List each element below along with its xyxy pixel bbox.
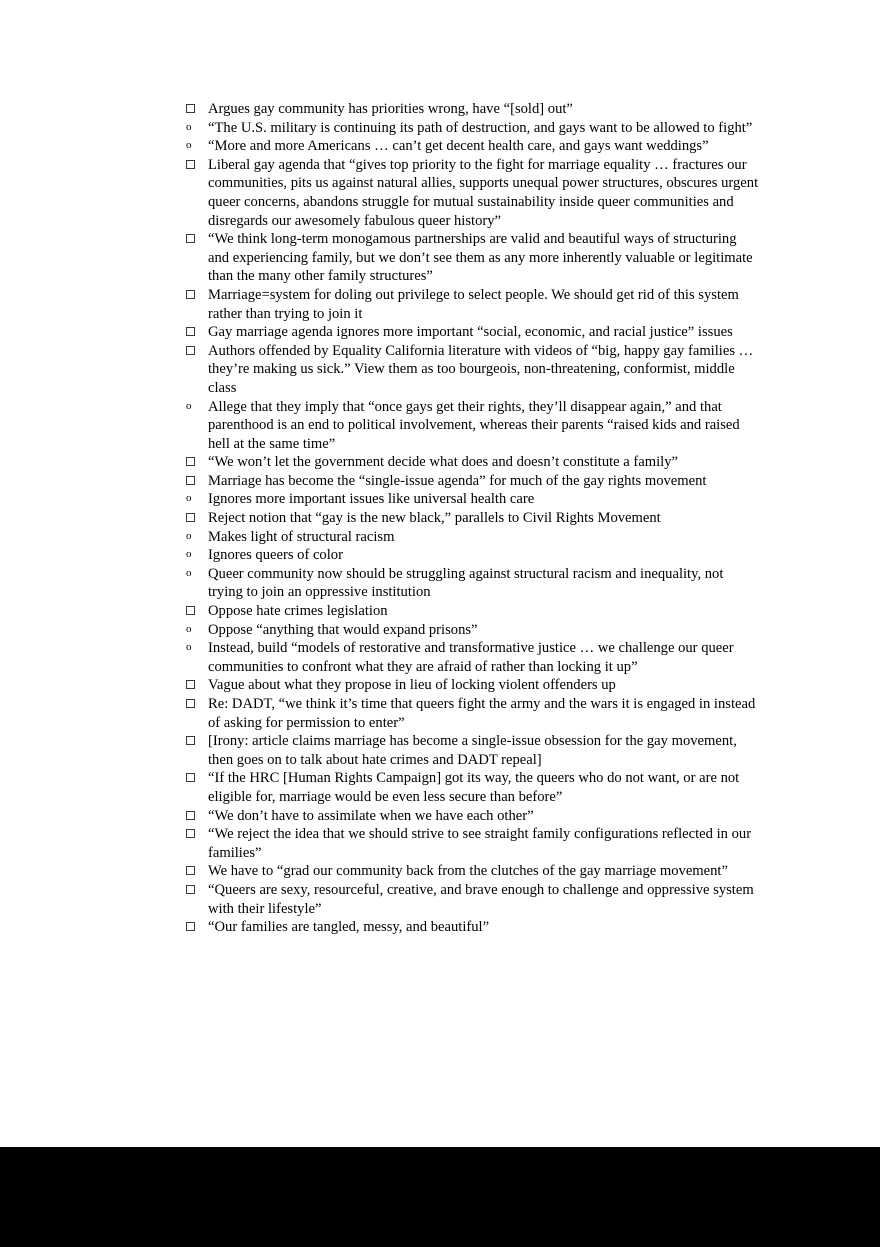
bullet-item — [180, 528, 760, 547]
bullet-item — [180, 286, 760, 323]
bullet-item — [180, 769, 760, 806]
bullet-text: Marriage has become the “single-issue agenda” for much of the gay rights movement — [208, 472, 707, 489]
circle-bullet-icon: o — [186, 529, 192, 542]
square-bullet-shape — [186, 885, 195, 894]
square-bullet-icon — [186, 472, 195, 490]
bullet-item — [180, 695, 760, 732]
bullet-item — [180, 472, 760, 491]
outline-content — [180, 100, 760, 937]
square-bullet-icon — [186, 676, 195, 694]
square-bullet-icon — [186, 286, 195, 304]
square-bullet-shape — [186, 476, 195, 485]
bullet-item — [180, 546, 760, 565]
bullet-text: “More and more Americans … can’t get decent health care, and gays want weddings” — [208, 138, 709, 155]
bullet-text: “Our families are tangled, messy, and beautiful” — [208, 919, 490, 936]
bullet-item — [180, 565, 760, 602]
square-bullet-shape — [186, 866, 195, 875]
bullet-text: Marriage=system for doling out privilege to select people. We should get rid of this system rather than trying to join it — [208, 286, 739, 322]
square-bullet-shape — [186, 290, 195, 299]
square-bullet-icon — [186, 453, 195, 471]
circle-bullet-icon: o — [186, 622, 192, 635]
circle-bullet-icon: o — [186, 641, 192, 654]
square-bullet-shape — [186, 699, 195, 708]
square-bullet-icon — [186, 509, 195, 527]
square-bullet-icon — [186, 769, 195, 787]
bullet-item — [180, 639, 760, 676]
bullet-text: “Queers are sexy, resourceful, creative, and brave enough to challenge and oppressive system with their lifestyle” — [208, 881, 754, 917]
bullet-item — [180, 342, 760, 398]
square-bullet-shape — [186, 773, 195, 782]
bullet-text: “If the HRC [Human Rights Campaign] got its way, the queers who do not want, or are not eligible for, marriage would be even less secure than before” — [208, 770, 740, 805]
square-bullet-icon — [186, 230, 195, 248]
square-bullet-icon — [186, 342, 195, 360]
bullet-text: Gay marriage agenda ignores more important “social, economic, and racial justice” issues — [208, 324, 733, 341]
bullet-text: Oppose hate crimes legislation — [208, 603, 388, 620]
bullet-item — [180, 862, 760, 881]
circle-bullet-icon: o — [186, 492, 192, 505]
bullet-text: Ignores queers of color — [208, 547, 343, 564]
bullet-item — [180, 676, 760, 695]
square-bullet-icon — [186, 100, 195, 118]
bullet-item — [180, 807, 760, 826]
bullet-item — [180, 137, 760, 156]
square-bullet-shape — [186, 736, 195, 745]
bullet-text: Reject notion that “gay is the new black,” parallels to Civil Rights Movement — [208, 510, 661, 527]
square-bullet-icon — [186, 807, 195, 825]
circle-bullet-icon: o — [186, 399, 192, 412]
bullet-text: [Irony: article claims marriage has become a single-issue obsession for the gay movement, then goes on to talk about hate crimes and DADT repeal] — [208, 733, 737, 768]
square-bullet-shape — [186, 346, 195, 355]
square-bullet-shape — [186, 104, 195, 113]
square-bullet-shape — [186, 457, 195, 466]
square-bullet-shape — [186, 234, 195, 243]
bullet-item — [180, 509, 760, 528]
square-bullet-shape — [186, 811, 195, 820]
bullet-item — [180, 119, 760, 138]
square-bullet-icon — [186, 695, 195, 713]
bullet-text: “We don’t have to assimilate when we have each other” — [208, 807, 534, 824]
square-bullet-shape — [186, 829, 195, 838]
bullet-text: Instead, build “models of restorative and transformative justice … we challenge our queer communities to confront what they are afraid of rather than locking it up” — [208, 640, 734, 675]
square-bullet-shape — [186, 680, 195, 689]
bullet-item — [180, 881, 760, 918]
bullet-text: “The U.S. military is continuing its path of destruction, and gays want to be allowed to fight” — [208, 119, 753, 136]
bullet-text: Vague about what they propose in lieu of locking violent offenders up — [208, 677, 616, 694]
circle-bullet-icon: o — [186, 548, 192, 561]
page-footer-bar — [0, 1147, 880, 1247]
square-bullet-icon — [186, 881, 195, 899]
bullet-text: Makes light of structural racism — [208, 528, 395, 545]
square-bullet-shape — [186, 922, 195, 931]
bullet-text: Allege that they imply that “once gays get their rights, they’ll disappear again,” and that parenthood is an end to political involvement, whereas their parents “raised kids and raised hell at the same time” — [208, 398, 740, 452]
circle-bullet-icon: o — [186, 566, 192, 579]
bullet-item — [180, 602, 760, 621]
bullet-item — [180, 918, 760, 937]
bullet-item — [180, 156, 760, 230]
bullet-text: Queer community now should be struggling against structural racism and inequality, not trying to join an oppressive institution — [208, 565, 724, 601]
bullet-item — [180, 398, 760, 454]
square-bullet-shape — [186, 327, 195, 336]
bullet-text: Oppose “anything that would expand prisons” — [208, 621, 478, 638]
bullet-item — [180, 825, 760, 862]
bullet-text: Liberal gay agenda that “gives top priority to the fight for marriage equality … fractures our communities, pits us against natural allies, supports unequal power structures, obscures urgent queer concerns, abandons struggle for mutual sustainability inside queer communities and disregards our awesomely fabulous queer history” — [208, 156, 759, 229]
bullet-text: Argues gay community has priorities wrong, have “[sold] out” — [208, 101, 573, 117]
square-bullet-icon — [186, 918, 195, 936]
bullet-item — [180, 453, 760, 472]
bullet-text: “We won’t let the government decide what does and doesn’t constitute a family” — [208, 454, 679, 471]
bullet-item — [180, 323, 760, 342]
square-bullet-shape — [186, 606, 195, 615]
square-bullet-shape — [186, 513, 195, 522]
square-bullet-icon — [186, 862, 195, 880]
bullet-text: Re: DADT, “we think it’s time that queers fight the army and the wars it is engaged in instead of asking for permission to enter” — [208, 696, 756, 731]
bullet-outline — [180, 100, 760, 937]
square-bullet-icon — [186, 825, 195, 843]
circle-bullet-icon: o — [186, 120, 192, 133]
bullet-text: “We reject the idea that we should strive to see straight family configurations reflected in our families” — [208, 826, 752, 861]
bullet-item — [180, 100, 760, 119]
circle-bullet-icon: o — [186, 139, 192, 152]
bullet-item — [180, 490, 760, 509]
bullet-text: We have to “grad our community back from the clutches of the gay marriage movement” — [208, 863, 728, 880]
bullet-item — [180, 230, 760, 286]
square-bullet-icon — [186, 323, 195, 341]
bullet-text: “We think long-term monogamous partnerships are valid and beautiful ways of structuring and experiencing family, but we don’t see them as any more inherently valuable or legitimate than the many other family structures” — [208, 231, 753, 285]
bullet-text: Authors offended by Equality California literature with videos of “big, happy gay families … they’re making us sick.” View them as too bourgeois, non-threatening, conformist, middle class — [208, 342, 754, 396]
square-bullet-shape — [186, 160, 195, 169]
bullet-item — [180, 732, 760, 769]
square-bullet-icon — [186, 602, 195, 620]
bullet-item — [180, 621, 760, 640]
square-bullet-icon — [186, 156, 195, 174]
bullet-text: Ignores more important issues like universal health care — [208, 491, 535, 508]
square-bullet-icon — [186, 732, 195, 750]
